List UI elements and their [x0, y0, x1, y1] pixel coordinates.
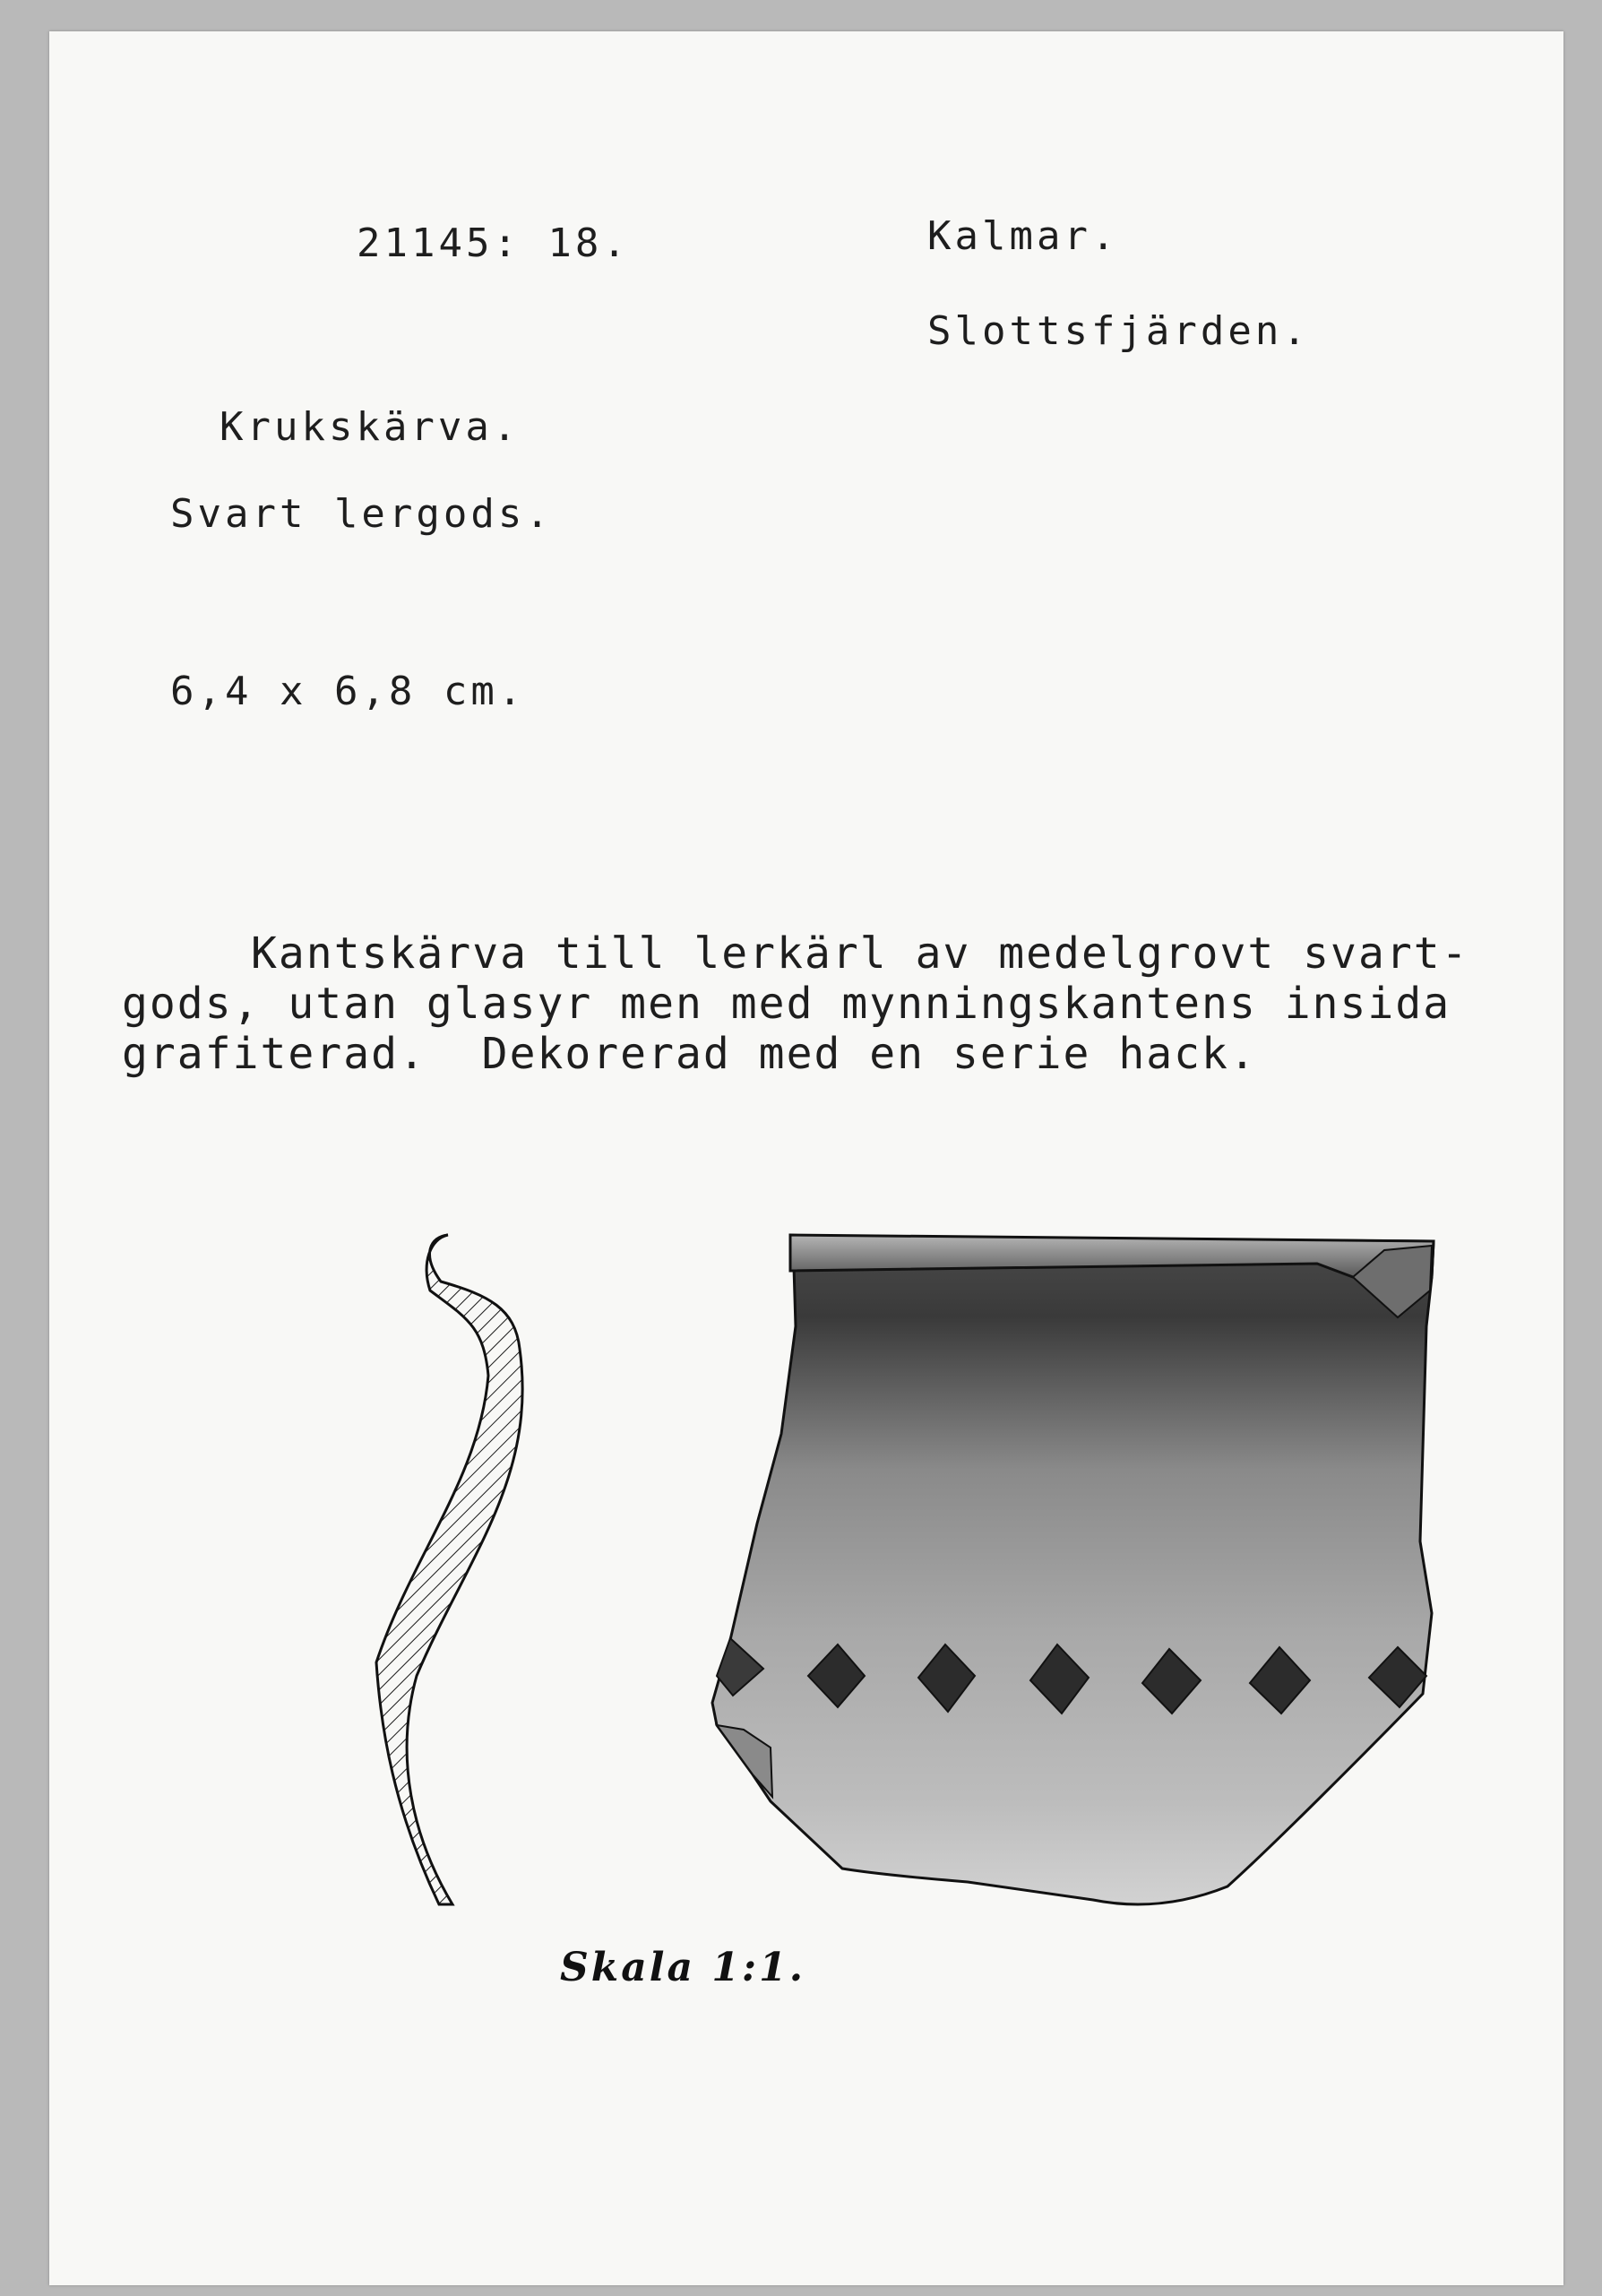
sherd-exterior — [712, 1235, 1434, 1904]
description-line-2: gods, utan glasyr men med mynningskantens insida — [122, 979, 1451, 1029]
material: Svart lergods. — [170, 491, 553, 537]
scale-note: Skala 1:1. — [560, 1945, 806, 1990]
description-line-1: Kantskärva till lerkärl av medelgrovt svart- — [251, 928, 1469, 979]
dimensions: 6,4 x 6,8 cm. — [170, 669, 526, 714]
description-line-3: grafiterad. Dekorerad med en serie hack. — [122, 1029, 1257, 1079]
site-name: Slottsfjärden. — [927, 308, 1310, 354]
sherd-body — [712, 1237, 1434, 1904]
profile-section — [376, 1235, 522, 1904]
catalog-number: 21145: 18. — [357, 220, 630, 266]
object-type: Krukskärva. — [220, 404, 521, 450]
place-name: Kalmar. — [927, 213, 1119, 259]
